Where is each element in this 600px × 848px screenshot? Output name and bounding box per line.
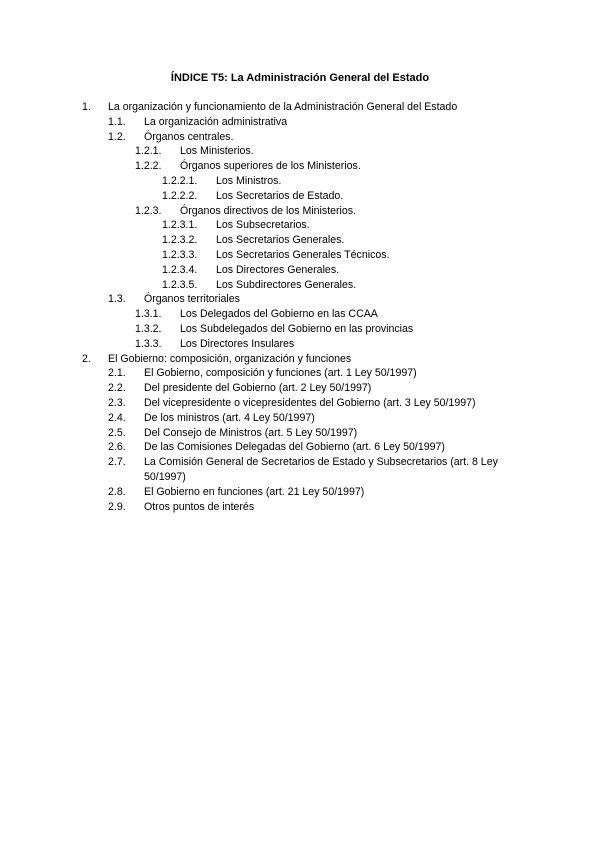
toc-entry [0,248,600,263]
toc-entry-text: De los ministros (art. 4 Ley 50/1997) [144,411,315,424]
toc-entry-number: 1.2.3.5. [162,278,198,291]
toc-entry [0,366,600,381]
toc-entry-number: 2.3. [108,396,126,409]
toc-entry-number: 2.1. [108,367,126,380]
toc-entry [0,426,600,441]
toc-entry-text: Los Directores Generales. [216,263,340,276]
toc-entry-text: Del Consejo de Ministros (art. 5 Ley 50/1997) [144,426,358,439]
toc-entry [0,396,600,411]
toc-entry [0,337,600,352]
toc-entry-number: 2.5. [108,426,126,439]
toc-entry-number: 1.2.2.1. [162,174,198,187]
toc-entry-number: 1.2.3.1. [162,219,198,232]
toc-entry-text: Los Subdirectores Generales. [216,278,357,291]
toc-entry-text: Del vicepresidente o vicepresidentes del Gobierno (art. 3 Ley 50/1997) [144,396,476,409]
toc-entry-text: El Gobierno, composición y funciones (art. 1 Ley 50/1997) [144,367,417,380]
toc-entry-text: Órganos superiores de los Ministerios. [180,160,361,173]
toc-entry [0,130,600,145]
toc-entry-text: Órganos territoriales [144,293,240,306]
table-of-contents [0,100,600,514]
toc-entry [0,322,600,337]
toc-entry-number: 1.2.3.2. [162,234,198,247]
toc-entry-text: La Comisión General de Secretarios de Estado y Subsecretarios (art. 8 Ley 50/1997) [144,456,498,483]
toc-entry-text: Los Delegados del Gobierno en las CCAA [180,308,378,321]
toc-entry-number: 2.8. [108,485,126,498]
toc-entry-number: 1.3. [108,293,126,306]
toc-entry-number: 1.1. [108,115,126,128]
toc-entry [0,115,600,130]
toc-entry-number: 2.9. [108,500,126,513]
toc-entry-number: 1.2.3.4. [162,263,198,276]
toc-entry-text: La organización y funcionamiento de la Administración General del Estado [108,101,458,113]
toc-entry-text: Los Ministerios. [180,145,254,158]
toc-entry-number: 1.2.3. [135,204,162,217]
toc-entry-text: Los Secretarios Generales Técnicos. [216,248,390,261]
toc-entry [0,455,600,485]
toc-entry-number: 1.3.1. [135,308,162,321]
toc-entry-number: 1.2.2.2. [162,189,198,202]
toc-entry [0,263,600,278]
toc-entry-number: 2.4. [108,411,126,424]
toc-entry-number: 1.3.3. [135,337,162,350]
toc-entry [0,352,600,367]
toc-entry [0,218,600,233]
toc-entry [0,174,600,189]
toc-entry-text: Otros puntos de interés [144,500,255,513]
toc-entry [0,411,600,426]
toc-entry-text: Del presidente del Gobierno (art. 2 Ley 50/1997) [144,382,372,395]
toc-entry-number: 1.3.2. [135,322,162,335]
toc-entry [0,144,600,159]
toc-entry-number: 2. [82,352,91,365]
toc-entry [0,204,600,219]
toc-entry [0,278,600,293]
toc-entry-text: Los Secretarios de Estado. [216,189,344,202]
toc-entry [0,292,600,307]
toc-entry-text: Órganos centrales. [144,130,234,143]
toc-entry-number: 1.2.1. [135,145,162,158]
toc-entry [0,159,600,174]
toc-entry [0,233,600,248]
toc-entry-text: De las Comisiones Delegadas del Gobierno (art. 6 Ley 50/1997) [144,441,445,454]
toc-entry [0,189,600,204]
toc-entry [0,440,600,455]
toc-entry [0,381,600,396]
toc-entry [0,100,600,115]
toc-entry-number: 1.2.3.3. [162,248,198,261]
toc-entry-text: Los Ministros. [216,174,282,187]
toc-entry-text: El Gobierno en funciones (art. 21 Ley 50/1997) [144,485,365,498]
toc-entry-text: La organización administrativa [144,115,288,128]
toc-entry [0,500,600,515]
toc-entry-number: 1. [82,101,91,113]
toc-entry [0,485,600,500]
toc-entry-number: 2.7. [108,456,126,469]
toc-entry-number: 1.2.2. [135,160,162,173]
toc-entry-text: El Gobierno: composición, organización y funciones [108,352,352,365]
toc-entry-number: 1.2. [108,130,126,143]
toc-entry [0,307,600,322]
toc-entry-text: Los Secretarios Generales. [216,234,345,247]
document-title: ÍNDICE T5: La Administración General del Estado [170,72,430,84]
toc-entry-text: Órganos directivos de los Ministerios. [180,204,357,217]
toc-entry-text: Los Directores Insulares [180,337,295,350]
toc-entry-text: Los Subdelegados del Gobierno en las provincias [180,322,414,335]
toc-entry-number: 2.6. [108,441,126,454]
toc-entry-number: 2.2. [108,382,126,395]
toc-entry-text: Los Subsecretarios. [216,219,310,232]
